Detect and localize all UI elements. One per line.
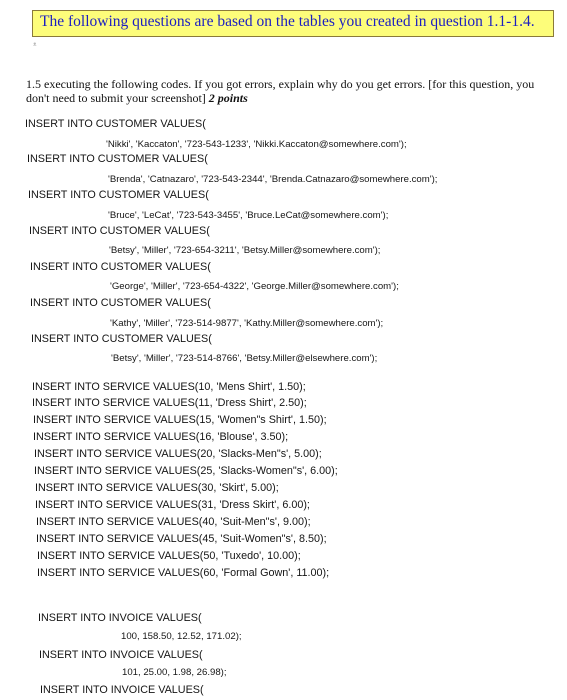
customer-stmt-3: INSERT INTO CUSTOMER VALUES( — [28, 189, 209, 201]
question-text — [26, 77, 556, 105]
customer-stmt-6: INSERT INTO CUSTOMER VALUES( — [30, 297, 211, 309]
service-stmt-5: INSERT INTO SERVICE VALUES(20, 'Slacks-Men"s', 5.00); — [34, 448, 322, 460]
customer-values-5: 'George', 'Miller', '723-654-4322', 'George.Miller@somewhere.com'); — [110, 281, 399, 292]
service-stmt-2: INSERT INTO SERVICE VALUES(11, 'Dress Shirt', 2.50); — [32, 397, 307, 409]
service-stmt-9: INSERT INTO SERVICE VALUES(40, 'Suit-Men"s', 9.00); — [36, 516, 311, 528]
invoice-stmt-3: INSERT INTO INVOICE VALUES( — [40, 684, 204, 696]
customer-stmt-4: INSERT INTO CUSTOMER VALUES( — [29, 225, 210, 237]
service-stmt-6: INSERT INTO SERVICE VALUES(25, 'Slacks-Women"s', 6.00); — [34, 465, 338, 477]
customer-stmt-5: INSERT INTO CUSTOMER VALUES( — [30, 261, 211, 273]
customer-stmt-7: INSERT INTO CUSTOMER VALUES( — [31, 333, 212, 345]
question-points: 2 points — [208, 91, 248, 105]
service-stmt-11: INSERT INTO SERVICE VALUES(50, 'Tuxedo', 10.00); — [37, 550, 301, 562]
customer-values-4: 'Betsy', 'Miller', '723-654-3211', 'Betsy.Miller@somewhere.com'); — [109, 245, 381, 256]
service-stmt-4: INSERT INTO SERVICE VALUES(16, 'Blouse', 3.50); — [33, 431, 289, 443]
customer-values-3: 'Bruce', 'LeCat', '723-543-3455', 'Bruce.LeCat@somewhere.com'); — [108, 210, 389, 221]
service-stmt-7: INSERT INTO SERVICE VALUES(30, 'Skirt', 5.00); — [35, 482, 279, 494]
customer-values-7: 'Betsy', 'Miller', '723-514-8766', 'Betsy.Miller@elsewhere.com'); — [111, 353, 378, 364]
customer-stmt-1: INSERT INTO CUSTOMER VALUES( — [25, 118, 206, 130]
customer-stmt-2: INSERT INTO CUSTOMER VALUES( — [27, 153, 208, 165]
question-body: 1.5 executing the following codes. If you got errors, explain why do you get errors. [for this question, you don't need to submit your screenshot] — [26, 77, 535, 105]
service-stmt-3: INSERT INTO SERVICE VALUES(15, 'Women"s Shirt', 1.50); — [33, 414, 327, 426]
invoice-stmt-1: INSERT INTO INVOICE VALUES( — [38, 612, 202, 624]
service-stmt-12: INSERT INTO SERVICE VALUES(60, 'Formal Gown', 11.00); — [37, 567, 330, 579]
customer-values-2: 'Brenda', 'Catnazaro', '723-543-2344', 'Brenda.Catnazaro@somewhere.com'); — [108, 174, 438, 185]
customer-values-1: 'Nikki', 'Kaccaton', '723-543-1233', 'Nikki.Kaccaton@somewhere.com'); — [106, 139, 407, 150]
invoice-values-2: 101, 25.00, 1.98, 26.98); — [122, 667, 227, 678]
service-stmt-1: INSERT INTO SERVICE VALUES(10, 'Mens Shirt', 1.50); — [32, 381, 306, 393]
service-stmt-10: INSERT INTO SERVICE VALUES(45, 'Suit-Women"s', 8.50); — [36, 533, 327, 545]
invoice-stmt-2: INSERT INTO INVOICE VALUES( — [39, 649, 203, 661]
corner-mark: ᵜ — [33, 41, 37, 51]
customer-values-6: 'Kathy', 'Miller', '723-514-9877', 'Kathy.Miller@somewhere.com'); — [110, 318, 384, 329]
page-title: The following questions are based on the tables you created in question 1.1-1.4. — [40, 13, 535, 30]
invoice-values-1: 100, 158.50, 12.52, 171.02); — [121, 631, 242, 642]
service-stmt-8: INSERT INTO SERVICE VALUES(31, 'Dress Skirt', 6.00); — [35, 499, 310, 511]
